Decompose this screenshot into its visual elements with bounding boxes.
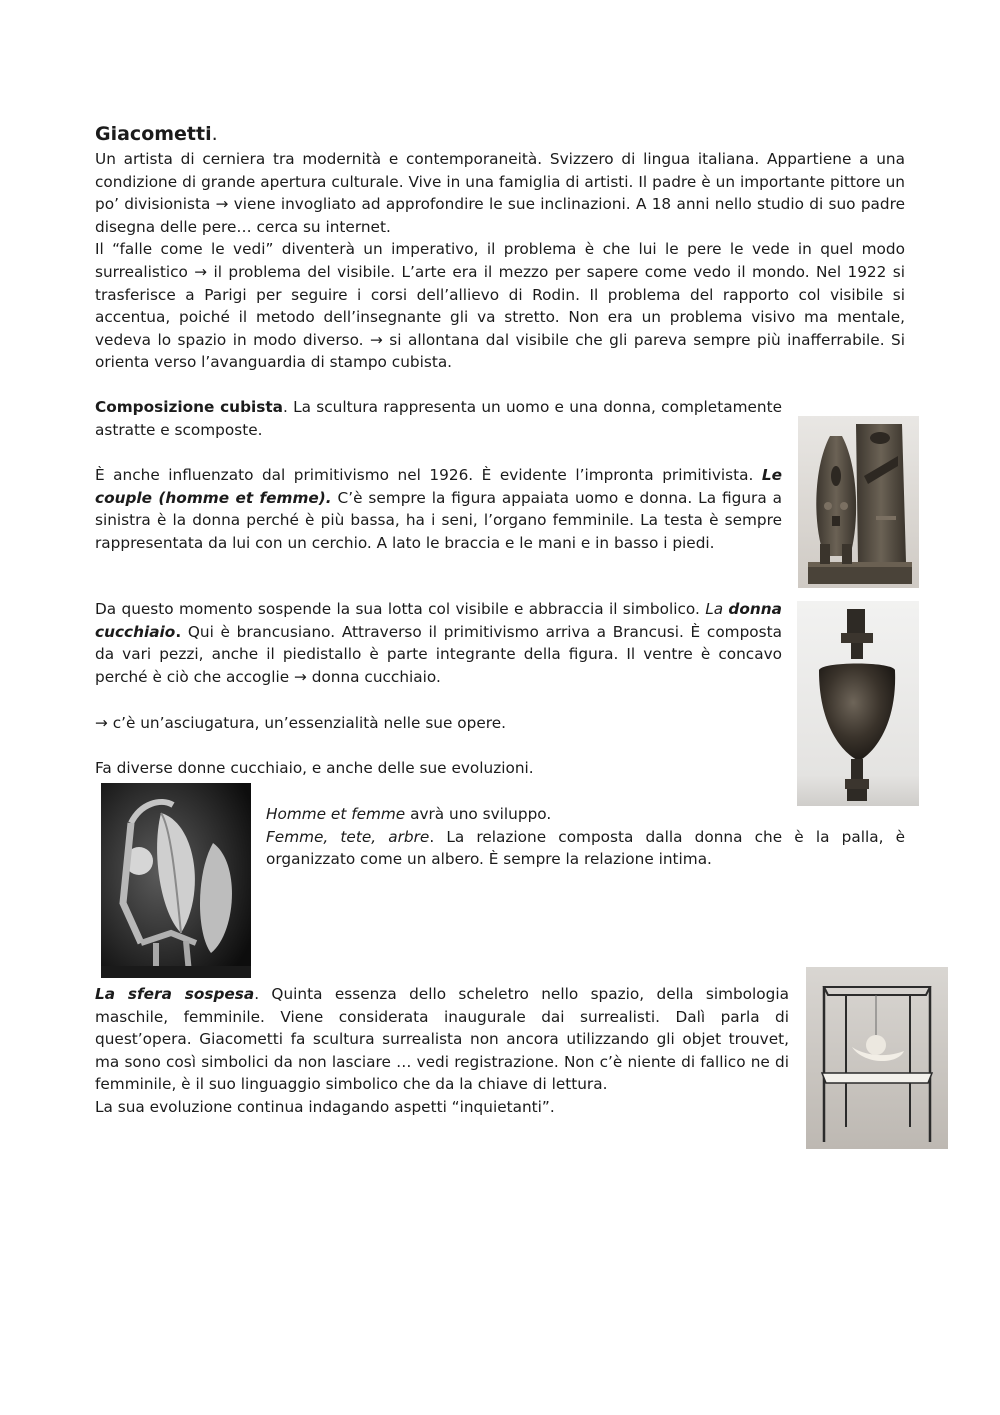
asciugatura-paragraph [95, 712, 782, 735]
intro-paragraph-1 [95, 148, 905, 238]
intro-p1b-text: viene invogliato ad approfondire le sue inclinazioni. A 18 anni nello studio di suo padre disegna delle pere… cerca su internet. [95, 195, 905, 236]
femme-tete-arbre-sculpture-image [101, 783, 251, 978]
femme-tete-arbre-title: Femme, tete, arbre [266, 827, 430, 846]
page-title [95, 121, 218, 147]
arrow-icon: → [194, 262, 208, 281]
sfera-line-2 [95, 1096, 789, 1119]
intro-p2c-text: si allontana dal visibile che gli pareva sempre più inafferrabile. Si orienta verso l’avanguardia di stampo cubista. [95, 330, 905, 372]
cubista-heading: Composizione cubista [95, 398, 284, 416]
arrow-icon: → [95, 714, 108, 732]
cubista-paragraph [95, 396, 782, 441]
cucchiaio-text-b: Qui è brancusiano. Attraverso il primitivismo arriva a Brancusi. È composta da vari pezzi, anche il piedistallo è parte integrante della figura. Il ventre è concavo perché è ciò che accoglie [95, 622, 782, 686]
arrow-icon: → [215, 195, 229, 214]
couple-title: Le couple (homme et femme). [95, 466, 782, 507]
intro-p1-text: Un artista di cerniera tra modernità e contemporaneità. Svizzero di lingua italiana. Appartiene a una condizione di grande apertura culturale. Vive in una famiglia di artisti. Il padre è un importante pittore un po’ divisionista [95, 150, 905, 214]
diverse-text: Fa diverse donne cucchiaio, e anche delle sue evoluzioni. [95, 759, 534, 777]
donna-cucchiaio-sculpture-image [797, 601, 919, 806]
homme-paragraph [266, 803, 905, 871]
cucchiaio-text-a: Da questo momento sospende la sua lotta col visibile e abbraccia il simbolico. [95, 600, 706, 618]
intro-paragraph-2 [95, 238, 905, 374]
arrow-icon: → [370, 330, 383, 349]
sfera-sospesa-sculpture-image [806, 967, 948, 1149]
le-couple-sculpture-image [798, 416, 919, 588]
cubista-text: . La scultura rappresenta un uomo e una donna, completamente astratte e scomposte. [95, 398, 783, 439]
diverse-paragraph [95, 757, 782, 780]
sfera-title: La sfera sospesa [95, 985, 255, 1003]
title-punct: . [211, 123, 218, 145]
homme-text-2: . La relazione composta dalla donna che è la palla, è organizzato come un albero. È sempre la relazione intima. [266, 827, 905, 869]
title-text: Giacometti [95, 123, 212, 145]
intro-p2a-text: Il “falle come le vedi” diventerà un imperativo, il problema è che lui le pere le vede in quel modo surrealistico [95, 240, 905, 281]
sfera-line-1 [95, 983, 789, 1096]
couple-text-b: C’è sempre la figura appaiata uomo e donna. La figura a sinistra è la donna perché è più bassa, ha i seni, l’organo femminile. La testa è sempre rappresentata da lui con un cerchio. A lato le braccia e le mani e in basso i piedi. [95, 488, 782, 552]
sfera-paragraph [95, 983, 789, 1119]
cucchiaio-italic: La [705, 600, 729, 618]
homme-title: Homme et femme [266, 805, 406, 823]
homme-text-1: avrà uno sviluppo. [405, 805, 552, 823]
homme-line-2 [266, 826, 905, 871]
intro-p2b-text: il problema del visibile. L’arte era il mezzo per sapere come vedo il mondo. Nel 1922 si trasferisce a Parigi per seguire i corsi dell’allievo di Rodin. Il problema del rapporto col visibile si accentua, poiché il metodo dell’insegnante gli va stretto. Non era un problema visivo ma mentale, vedeva lo spazio in modo diverso. [95, 262, 905, 349]
couple-paragraph [95, 464, 782, 554]
cucchiaio-dot: . [175, 622, 182, 641]
cucchiaio-text-c: donna cucchiaio. [306, 667, 441, 686]
asciugatura-text: c’è un’asciugatura, un’essenzialità nelle sue opere. [107, 714, 506, 732]
cucchiaio-paragraph [95, 598, 782, 688]
sfera-text-b: La sua evoluzione continua indagando aspetti “inquietanti”. [95, 1097, 555, 1116]
cucchiaio-title: donna cucchiaio [95, 600, 782, 641]
intro-section [95, 148, 905, 374]
couple-text-a: È anche influenzato dal primitivismo nel 1926. È evidente l’impronta primitivista. [95, 466, 762, 484]
arrow-icon: → [294, 667, 307, 686]
homme-line-1 [266, 803, 905, 826]
sfera-text-a: . Quinta essenza dello scheletro nello spazio, della simbologia maschile, femminile. Viene considerata inaugurale dai surrealisti. Dalì parla di quest’opera. Giacometti fa scultura surrealista non ancora utilizzando gli objet trouvet, ma sono così simbolici da non lasciare … vedi registrazione. Non c’è niente di fallico ne di femminile, è il suo linguaggio simbolico che da la chiave di lettura. [95, 985, 789, 1094]
